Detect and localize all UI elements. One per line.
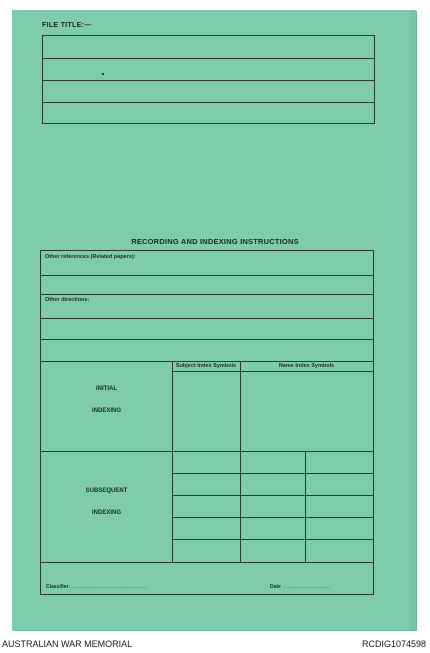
subsequent-indexing-label: INDEXING [91,510,121,516]
subject-index-header: Subject Index Symbols [175,363,237,369]
footer-credit: AUSTRALIAN WAR MEMORIAL [2,639,133,649]
date-label: Date [270,584,281,590]
rule-line [41,361,373,362]
rule-line [41,275,373,276]
initial-label: INITIAL [96,386,117,392]
initial-indexing-label: INDEXING [91,408,121,414]
classifier-field [46,584,148,590]
date-field [270,584,331,590]
section-heading: RECORDING AND INDEXING INSTRUCTIONS [131,237,299,246]
rule-line [41,318,373,319]
title-line [43,80,374,81]
rule-line [41,294,373,295]
rule-line [41,451,373,452]
date-dots: ......................... [283,584,331,590]
rule-line [41,339,373,340]
file-title-label: FILE TITLE:— [42,22,92,29]
subsequent-label: SUBSEQUENT [85,488,128,494]
file-cover-edge [410,10,416,630]
grid-divider [305,451,306,562]
other-references-label: Other references (Related papers): [45,254,136,260]
classifier-label: Classifier [46,584,69,590]
other-directions-label: Other directions: [45,297,90,303]
title-line [43,58,374,59]
title-line [43,102,374,103]
header-rule [172,371,373,372]
rule-line [41,562,373,563]
grid-row-line [172,539,373,540]
grid-divider [172,361,173,562]
classifier-dots: .......................................... [68,584,148,590]
grid-divider [240,361,241,562]
instructions-box [40,250,374,595]
grid-row-line [172,473,373,474]
grid-row-line [172,517,373,518]
speck [102,73,104,75]
name-index-header: Name Index Symbols [278,363,335,369]
grid-row-line [172,495,373,496]
file-title-box [42,35,375,124]
footer-id: RCDIG1074598 [361,639,426,649]
